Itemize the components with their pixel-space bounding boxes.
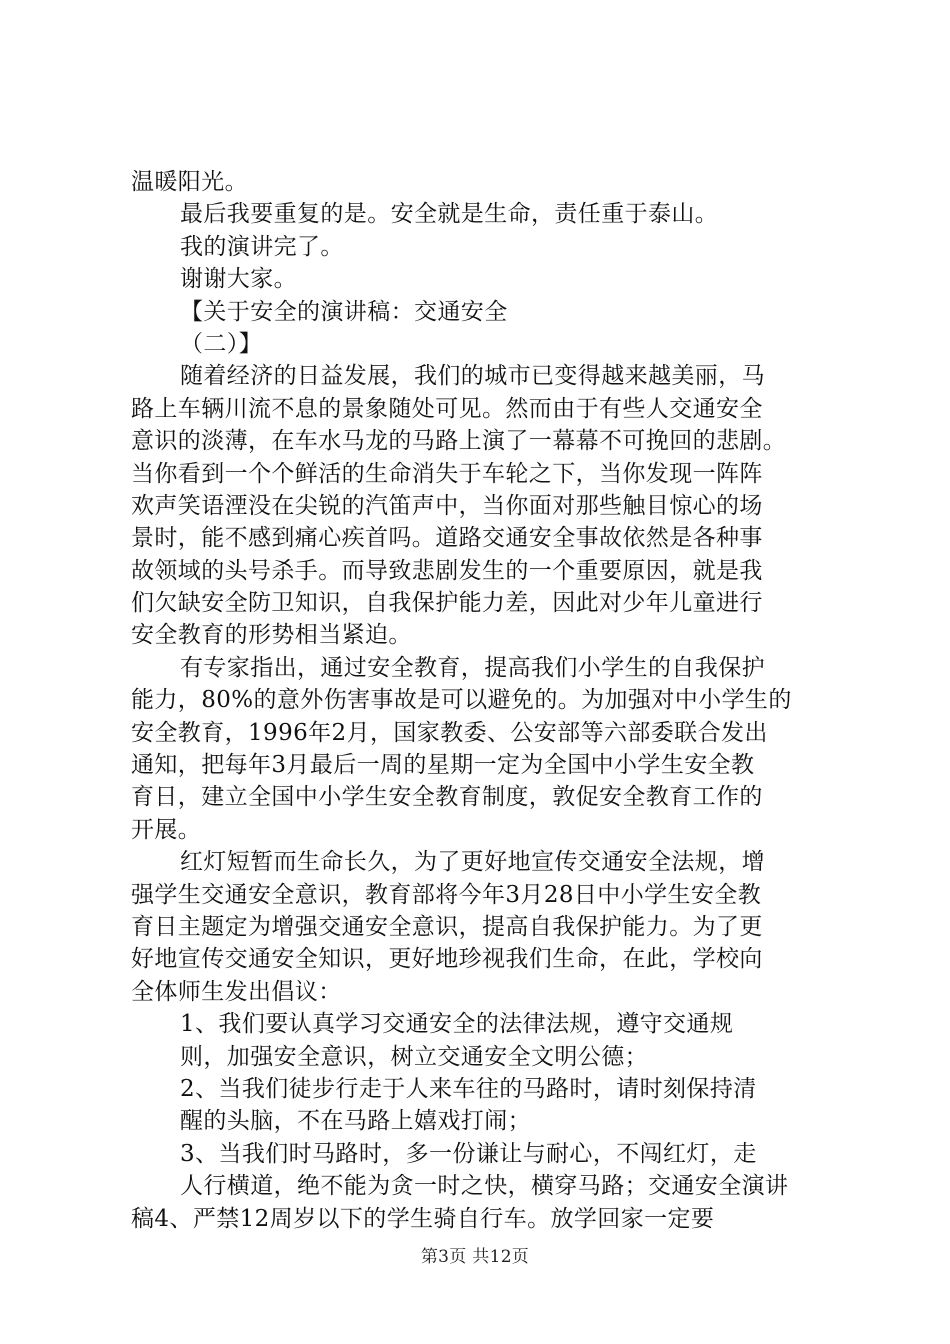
text-line: 醒的头脑，不在马路上嬉戏打闹；	[180, 1108, 531, 1135]
text-line: 温暖阳光。	[131, 169, 248, 195]
text-line: 最后我要重复的是。安全就是生命，责任重于泰山。	[180, 201, 719, 228]
text-line: 通知，把每年3月最后一周的星期一定为全国中小学生安全教	[131, 752, 755, 779]
text-line: 稿4、严禁12周岁以下的学生骑自行车。放学回家一定要	[131, 1205, 715, 1232]
text-line: 故领域的头号杀手。而导致悲剧发生的一个重要原因，就是我	[131, 557, 763, 584]
text-line: 意识的淡薄，在车水马龙的马路上演了一幕幕不可挽回的悲剧。	[131, 428, 787, 455]
text-line: 谢谢大家。	[180, 266, 297, 293]
text-line: 随着经济的日益发展，我们的城市已变得越来越美丽，马	[180, 363, 765, 390]
text-line: 全体师生发出倡议：	[131, 978, 342, 1005]
text-line: 强学生交通安全意识，教育部将今年3月28日中小学生安全教	[131, 881, 762, 908]
text-line: 我的演讲完了。	[180, 233, 344, 260]
text-line: 育日，建立全国中小学生安全教育制度，敦促安全教育工作的	[131, 784, 763, 811]
text-line: 安全教育，1996年2月，国家教委、公安部等六部委联合发出	[131, 719, 768, 746]
text-line: 红灯短暂而生命长久，为了更好地宣传交通安全法规，增	[180, 849, 765, 876]
text-line: 3、当我们时马路时，多一份谦让与耐心，不闯红灯，走	[180, 1140, 757, 1167]
text-line: 人行横道，绝不能为贪一时之快，横穿马路；交通安全演讲	[180, 1173, 789, 1200]
text-line: 有专家指出，通过安全教育，提高我们小学生的自我保护	[180, 654, 765, 681]
text-line: 路上车辆川流不息的景象随处可见。然而由于有些人交通安全	[131, 395, 763, 422]
text-line: 1、我们要认真学习交通安全的法律法规，遵守交通规	[180, 1011, 734, 1038]
text-line: 开展。	[131, 816, 202, 843]
text-line: 2、当我们徒步行走于人来车往的马路时，请时刻保持清	[180, 1075, 757, 1102]
text-line: 们欠缺安全防卫知识，自我保护能力差，因此对少年儿童进行	[131, 590, 763, 617]
text-line: 安全教育的形势相当紧迫。	[131, 622, 412, 649]
text-line: 则，加强安全意识，树立交通安全文明公德；	[180, 1043, 648, 1070]
text-line: 能力，80%的意外伤害事故是可以避免的。为加强对中小学生的	[131, 687, 792, 714]
document-body	[0, 166, 950, 1235]
page-number-footer: 第3页 共12页	[420, 1247, 530, 1267]
text-line: 【关于安全的演讲稿：交通安全	[180, 298, 508, 325]
text-line: 育日主题定为增强交通安全意识，提高自我保护能力。为了更	[131, 913, 763, 940]
text-line: 景时，能不感到痛心疾首吗。道路交通安全事故依然是各种事	[131, 525, 763, 552]
text-line: 欢声笑语湮没在尖锐的汽笛声中，当你面对那些触目惊心的场	[131, 492, 763, 519]
text-line: 好地宣传交通安全知识，更好地珍视我们生命，在此，学校向	[131, 946, 763, 973]
text-line: 当你看到一个个鲜活的生命消失于车轮之下，当你发现一阵阵	[131, 460, 763, 487]
text-line: （二）】	[180, 330, 263, 357]
